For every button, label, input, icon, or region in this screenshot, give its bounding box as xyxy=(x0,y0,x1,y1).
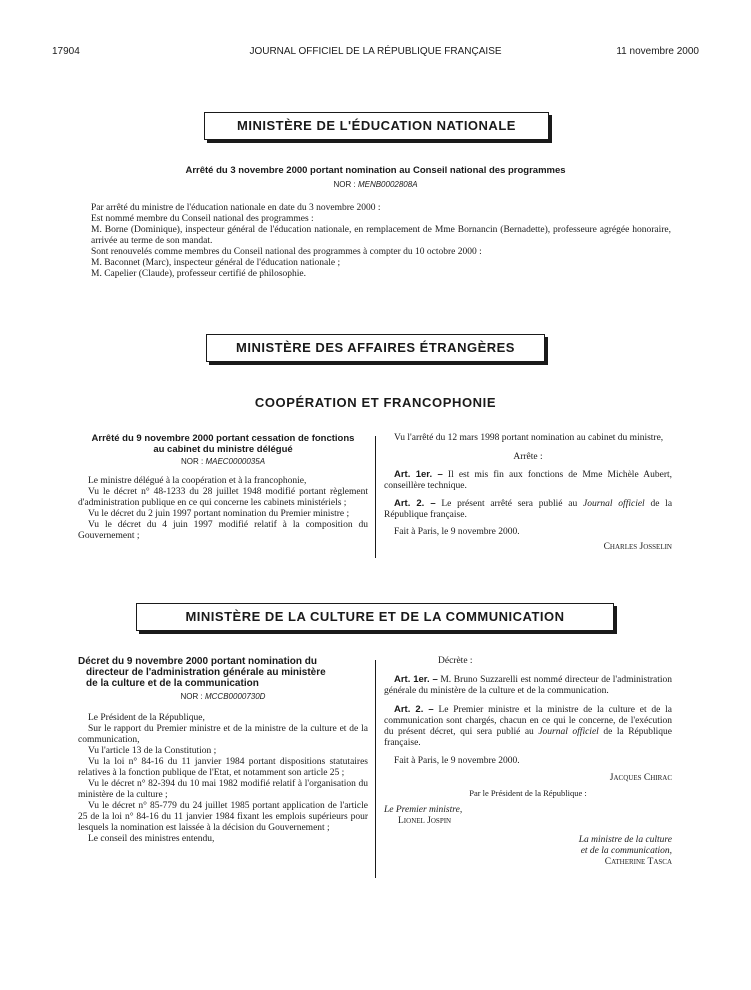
paragraph: Par arrêté du ministre de l'éducation nationale en date du 3 novembre 2000 : xyxy=(91,203,381,213)
article-text: de la République française. xyxy=(384,499,673,520)
body-text xyxy=(91,203,671,280)
paragraph: Sont renouvelés comme membres du Conseil national des programmes à compter du 10 octobre 2000 : xyxy=(91,247,482,257)
article-1 xyxy=(384,674,672,697)
title-line: directeur de l'administration générale au ministère xyxy=(86,667,326,678)
article-2 xyxy=(384,704,672,749)
article-label: Art. 1er. – xyxy=(394,469,443,480)
title-line: Décret du 9 novembre 2000 portant nomination du xyxy=(78,656,317,667)
done-at: Fait à Paris, le 9 novembre 2000. xyxy=(394,756,520,766)
right-column xyxy=(384,433,672,553)
ministry-heading-foreign-affairs: MINISTÈRE DES AFFAIRES ÉTRANGÈRES xyxy=(206,334,545,362)
journal-name: Journal officiel xyxy=(538,727,599,737)
paragraph: Le ministre délégué à la coopération et à la francophonie, xyxy=(88,476,307,486)
ministry-heading-education: MINISTÈRE DE L'ÉDUCATION NATIONALE xyxy=(204,112,549,140)
article-text: de la République française. xyxy=(384,727,673,748)
ministry-heading-culture: MINISTÈRE DE LA CULTURE ET DE LA COMMUNICATION xyxy=(136,603,614,631)
article-label: Art. 1er. – xyxy=(394,674,438,685)
pm-label: Le Premier ministre, xyxy=(384,805,463,815)
paragraph: Vu le décret n° 48-1233 du 28 juillet 1948 modifié portant règlement d'administration publique en ce qui concerne les cabinets ministériels ; xyxy=(78,487,368,508)
paragraph: Vu le décret du 4 juin 1997 modifié relatif à la composition du Gouvernement ; xyxy=(78,520,368,541)
title-line: Arrêté du 9 novembre 2000 portant cessation de fonctions xyxy=(91,433,355,444)
paragraph: M. Capelier (Claude), professeur certifié de philosophie. xyxy=(91,269,306,279)
nor-code: MENB0002808A xyxy=(357,180,418,189)
nor-code: MCCB0000730D xyxy=(204,692,266,701)
paragraph: M. Borne (Dominique), inspecteur général de l'éducation nationale, en remplacement de Mme Bornancin (Bernadette), professeure agrégée honoraire, arrivée au terme de son mandat. xyxy=(91,225,671,246)
article-text: Le présent arrêté sera publié au xyxy=(441,499,578,509)
paragraph: M. Baconnet (Marc), inspecteur général de l'éducation nationale ; xyxy=(91,258,341,268)
column-divider xyxy=(375,660,376,878)
left-column xyxy=(78,433,368,542)
nor-code: MAEC0000035A xyxy=(205,457,266,466)
paragraph: Est nommé membre du Conseil national des programmes : xyxy=(91,214,314,224)
journal-name: Journal officiel xyxy=(583,499,645,509)
minister-label: et de la communication, xyxy=(580,846,672,856)
article-2 xyxy=(384,498,672,521)
title-line: de la culture et de la communication xyxy=(86,678,259,689)
article-1 xyxy=(384,469,672,492)
pm-name: Lionel Jospin xyxy=(398,816,452,826)
article-label: Art. 2. – xyxy=(394,498,436,509)
paragraph: Vu l'arrêté du 12 mars 1998 portant nomination au cabinet du ministre, xyxy=(394,433,664,443)
article-text: M. Bruno Suzzarelli est nommé directeur de l'administration générale du ministère de la culture et de la communication. xyxy=(384,675,672,696)
signature: Charles Josselin xyxy=(603,542,672,552)
par-le-president: Par le Président de la République : xyxy=(469,788,587,798)
nor-reference xyxy=(78,692,368,701)
done-at: Fait à Paris, le 9 novembre 2000. xyxy=(394,527,520,537)
decrete-label: Décrète : xyxy=(438,656,473,666)
decree-title xyxy=(78,656,368,689)
paragraph: Le Président de la République, xyxy=(88,713,205,723)
journal-title: JOURNAL OFFICIEL DE LA RÉPUBLIQUE FRANÇAISE xyxy=(249,46,502,57)
minister-name: Catherine Tasca xyxy=(604,857,672,867)
paragraph: Vu l'article 13 de la Constitution ; xyxy=(88,746,217,756)
article-label: Art. 2. – xyxy=(394,704,434,715)
paragraph: Vu le décret n° 82-394 du 10 mai 1982 modifié relatif à l'organisation du ministère de la culture ; xyxy=(78,779,368,800)
nor-reference xyxy=(78,457,368,466)
page-number: 17904 xyxy=(52,46,80,57)
issue-date: 11 novembre 2000 xyxy=(616,46,699,57)
left-column xyxy=(78,656,368,845)
sub-heading: COOPÉRATION ET FRANCOPHONIE xyxy=(254,395,497,410)
paragraph: Vu le décret du 2 juin 1997 portant nomination du Premier ministre ; xyxy=(88,509,350,519)
arrete-label: Arrête : xyxy=(513,452,543,462)
signature: Jacques Chirac xyxy=(609,773,672,783)
minister-label: La ministre de la culture xyxy=(578,835,672,845)
nor-label: NOR : xyxy=(180,692,203,701)
right-column xyxy=(384,656,672,868)
nor-label: NOR : xyxy=(333,180,356,189)
article-text: Il est mis fin aux fonctions de Mme Michèle Aubert, conseillère technique. xyxy=(384,470,672,491)
decree-title: Arrêté du 3 novembre 2000 portant nomination au Conseil national des programmes xyxy=(185,165,566,176)
nor-reference xyxy=(60,180,691,189)
paragraph: Vu la loi n° 84-16 du 11 janvier 1984 portant dispositions statutaires relatives à la fonction publique de l'Etat, et notamment son article 25 ; xyxy=(78,757,368,778)
decree-title xyxy=(78,433,368,455)
title-line: au cabinet du ministre délégué xyxy=(153,444,293,455)
column-divider xyxy=(375,436,376,558)
nor-label: NOR : xyxy=(180,457,204,466)
article-text: Le Premier ministre et la ministre de la culture et de la communication sont chargés, chacun en ce qui le concerne, de l'exécution du présent décret, qui sera publié au xyxy=(384,705,672,737)
paragraph: Le conseil des ministres entendu, xyxy=(88,834,215,844)
paragraph: Vu le décret n° 85-779 du 24 juillet 1985 portant application de l'article 25 de la loi n° 84-16 du 11 janvier 1984 fixant les emplois supérieurs pour lesquels la nomination est laissée à la décision du Gouvernement ; xyxy=(78,801,368,833)
paragraph: Sur le rapport du Premier ministre et de la ministre de la culture et de la communication, xyxy=(78,724,368,745)
